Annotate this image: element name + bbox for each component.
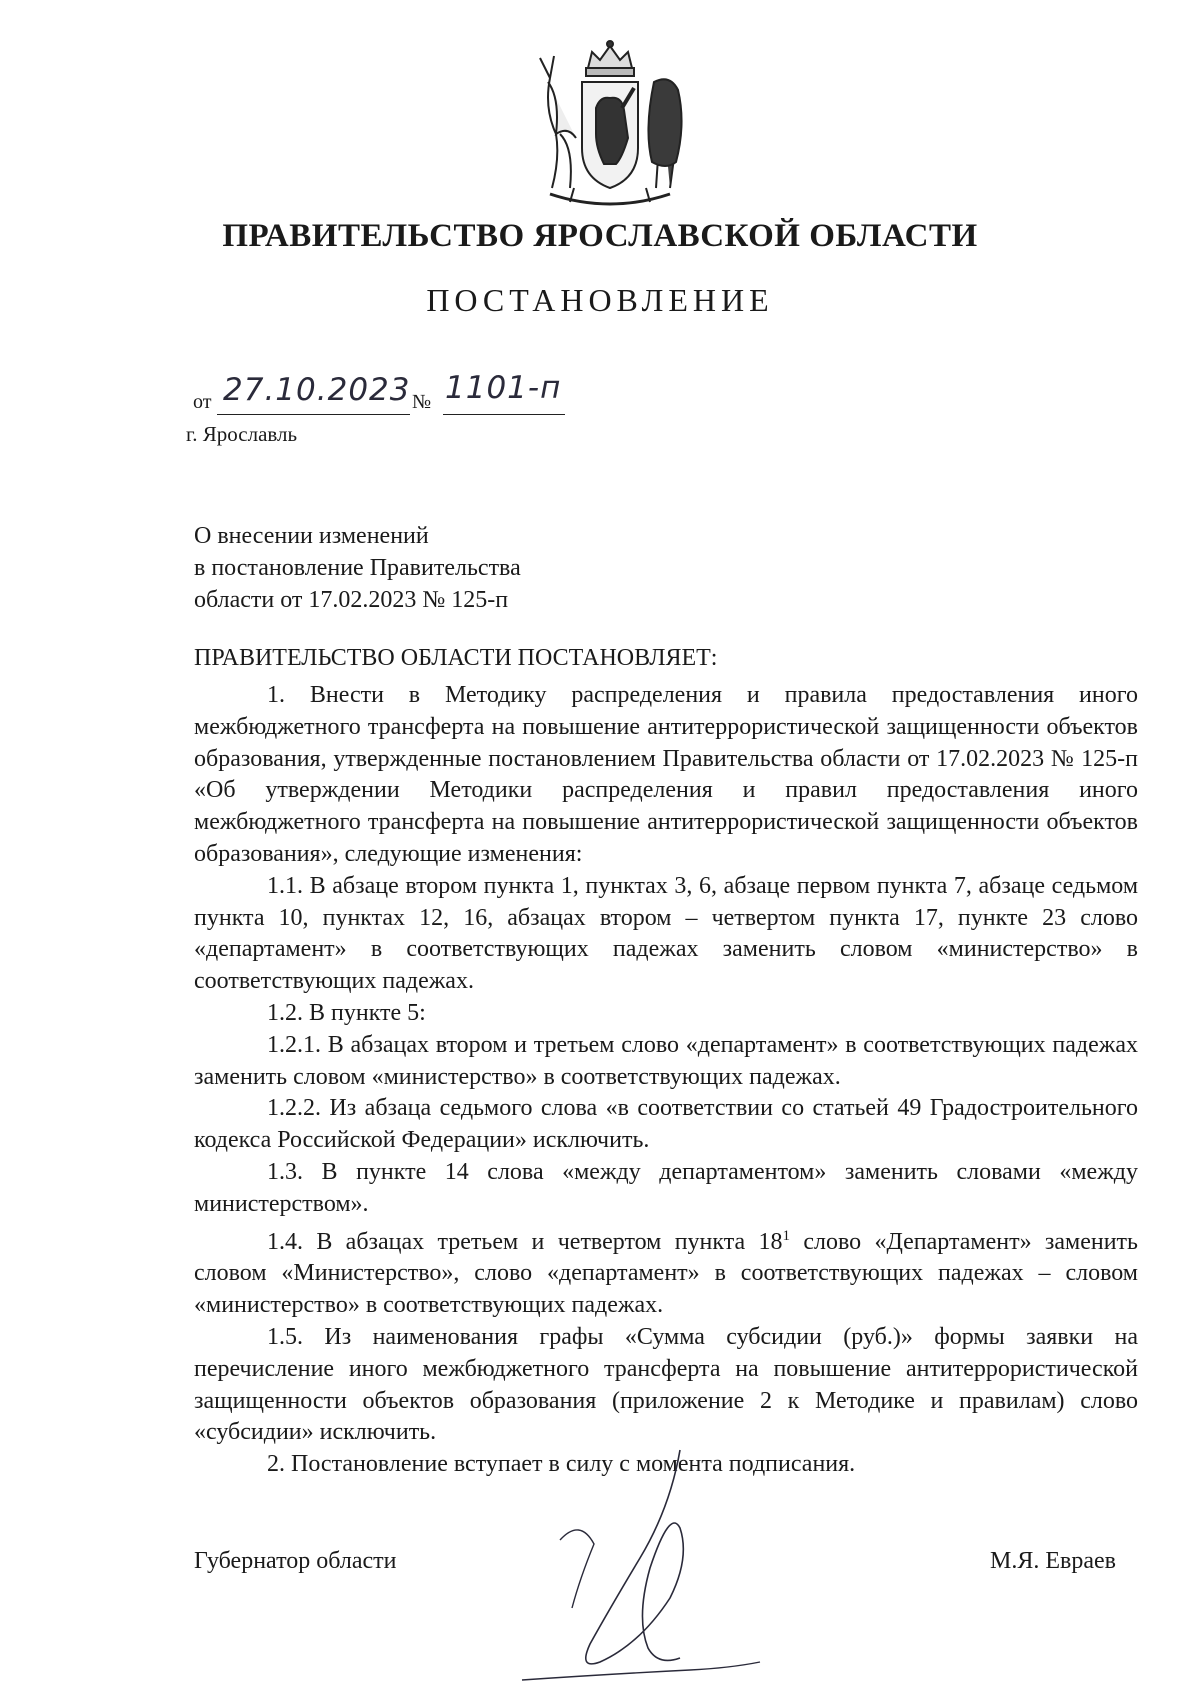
yaroslavl-coat-of-arms-icon [530, 38, 690, 206]
subject-line: в постановление Правительства [194, 555, 521, 581]
document-subject [194, 520, 521, 616]
paragraph-1: 1. Внести в Методику распределения и правила предоставления иного межбюджетного трансферта на повышение антитеррористической защищенности объектов образования, утвержденные постановлением Правительства области от 17.02.2023 № 125-п «Об утверждении Методики распределения и правил предоставления иного межбюджетного трансферта на повышение антитеррористической защищенности объектов образования», следующие изменения: [194, 682, 1138, 867]
paragraph-1-1: 1.1. В абзаце втором пункта 1, пунктах 3, 6, абзаце первом пункта 7, абзаце седьмом пункта 10, пунктах 12, 16, абзацах втором – четвертом пункта 17, пункте 23 слово «департамент» в соответствующих падежах заменить словом «министерство» в соответствующих падежах. [194, 872, 1138, 995]
paragraph-1-4 [194, 1221, 1138, 1322]
organization-title: ПРАВИТЕЛЬСТВО ЯРОСЛАВСКОЙ ОБЛАСТИ [222, 218, 978, 254]
handwritten-signature [520, 1448, 780, 1688]
date-from-label: от [193, 391, 212, 413]
paragraph-1-4-superscript: 1 [782, 1227, 790, 1244]
number-underline [443, 414, 565, 415]
paragraph-1-4-end: слово «Департамент» заменить словом «Министерство», слово «департамент» в соответствующих падежах – словом «министерство» в соответствующих падежах. [194, 1228, 1138, 1319]
date-number-line [193, 370, 613, 418]
paragraph-1-4-start: 1.4. В абзацах третьем и четвертом пункта 18 [267, 1228, 783, 1255]
document-type: ПОСТАНОВЛЕНИЕ [426, 282, 774, 318]
paragraph-1-2-2: 1.2.2. Из абзаца седьмого слова «в соответствии со статьей 49 Градостроительного кодекса Российской Федерации» исключить. [194, 1095, 1138, 1154]
document-number: 1101-п [445, 370, 562, 406]
subject-line: области от 17.02.2023 № 125-п [194, 587, 509, 613]
resolution-heading: ПРАВИТЕЛЬСТВО ОБЛАСТИ ПОСТАНОВЛЯЕТ: [194, 645, 718, 671]
number-label: № [412, 391, 432, 413]
date-underline [217, 414, 410, 415]
paragraph-1-2-1: 1.2.1. В абзацах втором и третьем слово «департамент» в соответствующих падежах заменить словом «министерство» в соответствующих падежах. [194, 1031, 1138, 1090]
subject-line: О внесении изменений [194, 523, 429, 549]
document-body [194, 680, 1138, 1481]
paragraph-1-2: 1.2. В пункте 5: [267, 999, 426, 1026]
signatory-position: Губернатор области [194, 1548, 397, 1574]
paragraph-1-5: 1.5. Из наименования графы «Сумма субсидии (руб.)» формы заявки на перечисление иного межбюджетного трансферта на повышение антитеррористической защищенности объектов образования (приложение 2 к Методике и правилам) слово «субсидии» исключить. [194, 1323, 1138, 1446]
document-date: 27.10.2023 [223, 372, 411, 408]
signatory-name: М.Я. Евраев [990, 1548, 1116, 1574]
paragraph-1-3: 1.3. В пункте 14 слова «между департаментом» заменить словами «между министерством». [194, 1158, 1138, 1217]
city: г. Ярославль [186, 422, 298, 446]
paragraph-2: 2. Постановление вступает в силу с момента подписания. [267, 1451, 856, 1478]
